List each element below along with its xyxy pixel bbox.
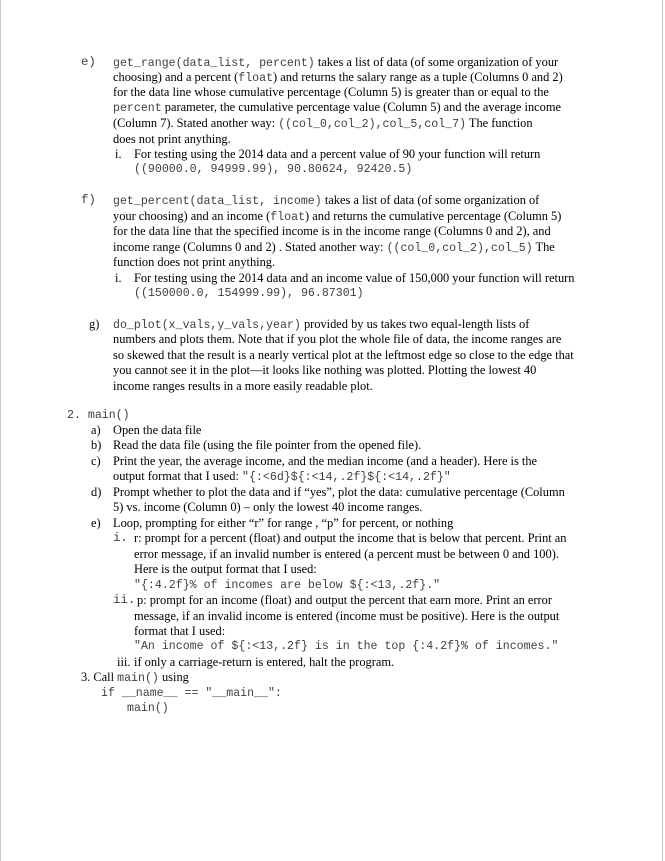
item-f-line-1: get_percent(data_list, income) takes a list of data (of some organization of (113, 193, 540, 208)
item-f-line-3: for the data line that the specified income is in the income range (Columns 0 and 2), and (113, 224, 551, 238)
get-range-signature: get_range(data_list, percent) (113, 57, 315, 70)
item-e-sub-label: i. (115, 147, 122, 161)
item-e-line-4: percent parameter, the cumulative percentage value (Column 5) and the average income (113, 100, 561, 115)
item-e-line-3: for the data line whose cumulative percentage (Column 5) is greater than or equal to the (113, 85, 549, 99)
item-g-line-2: numbers and plots them. Note that if you plot the whole file of data, the income ranges are (113, 332, 562, 346)
item-f-line-5: function does not print anything. (113, 255, 276, 269)
item-g-line-3: so skewed that the result is a nearly vertical plot at the leftmost edge so close to the edge that (113, 348, 574, 362)
step-d-line-2: 5) vs. income (Column 0) – only the lowest 40 income ranges. (113, 500, 423, 514)
item-e-line-1: get_range(data_list, percent) takes a list of data (of some organization of your (113, 55, 559, 70)
item-e-line-5: (Column 7). Stated another way: ((col_0,col_2),col_5,col_7) The function (113, 116, 533, 131)
substep-iii-label: iii. (117, 655, 131, 669)
step-e-label: e) (91, 516, 101, 530)
step-e-line-1: Loop, prompting for either “r” for range , “p” for percent, or nothing (113, 516, 454, 530)
do-plot-signature: do_plot(x_vals,y_vals,year) (113, 319, 301, 332)
substep-ii-line-1: p: prompt for an income (float) and output the percent that earn more. Print an error (137, 593, 552, 607)
section-3-heading: 3. Call main() using (81, 670, 189, 685)
step-c-label: c) (91, 454, 101, 468)
item-f-line-2: your choosing) and an income (float) and returns the cumulative percentage (Column 5) (113, 209, 562, 224)
item-f-line-4: income range (Columns 0 and 2) . Stated another way: ((col_0,col_2),col_5) The (113, 240, 555, 255)
item-e-expected-output: ((90000.0, 94999.99), 90.80624, 92420.5) (134, 163, 413, 176)
step-b-text: Read the data file (using the file pointer from the opened file). (113, 438, 422, 452)
substep-i-label: i. (113, 531, 128, 545)
item-e-sub-line-1: For testing using the 2014 data and a percent value of 90 your function will return (134, 147, 541, 161)
percent-format-string: "An income of ${:<13,.2f} is in the top {:4.2f}% of incomes." (134, 640, 559, 653)
item-f-sub-line-1: For testing using the 2014 data and an income value of 150,000 your function will return (134, 271, 575, 285)
step-c-line-2: output format that I used: "{:<6d}${:<14,.2f}${:<14,.2f}" (113, 469, 451, 484)
section-2-heading: 2. main() (67, 409, 130, 422)
main-call-line: main() (127, 702, 169, 715)
item-g-line-4: you cannot see it in the plot—it looks like nothing was plotted. Plotting the lowest 40 (113, 363, 537, 377)
if-name-main-line: if __name__ == "__main__": (101, 687, 282, 700)
step-d-line-1: Prompt whether to plot the data and if “yes”, plot the data: cumulative percentage (Column (113, 485, 565, 499)
item-e-line-6: does not print anything. (113, 132, 231, 146)
step-c-line-1: Print the year, the average income, and the median income (and a header). Here is the (113, 454, 538, 468)
step-b-label: b) (91, 438, 102, 452)
substep-i-line-3: Here is the output format that I used: (134, 562, 317, 576)
get-percent-signature: get_percent(data_list, income) (113, 195, 322, 208)
item-e-line-2: choosing) and a percent (float) and returns the salary range as a tuple (Columns 0 and 2) (113, 70, 563, 85)
step-a-label: a) (91, 423, 101, 437)
substep-i-line-2: error message, if an invalid number is entered (a percent must be between 0 and 100). (134, 547, 559, 561)
range-format-string: "{:4.2f}% of incomes are below ${:<13,.2f}." (134, 579, 441, 592)
substep-i-line-1: r: prompt for a percent (float) and output the income that is below that percent. Print an (134, 531, 567, 545)
item-f-expected-output: ((150000.0, 154999.99), 96.87301) (134, 287, 364, 300)
header-format-string: "{:<6d}${:<14,.2f}${:<14,.2f}" (242, 471, 451, 484)
item-g-label: g) (89, 317, 100, 331)
substep-iii-text: if only a carriage-return is entered, halt the program. (134, 655, 395, 669)
item-g-line-5: income ranges results in a more easily readable plot. (113, 379, 373, 393)
item-e-label: e) (81, 55, 96, 69)
substep-ii-line-3: format that I used: (134, 624, 226, 638)
item-f-label: f) (81, 193, 96, 207)
item-g-line-1: do_plot(x_vals,y_vals,year) provided by us takes two equal-length lists of (113, 317, 530, 332)
step-a-text: Open the data file (113, 423, 202, 437)
substep-ii-label: ii. (113, 593, 136, 607)
step-d-label: d) (91, 485, 102, 499)
substep-ii-line-2: message, if an invalid income is entered (income must be positive). Here is the output (134, 609, 560, 623)
item-f-sub-label: i. (115, 271, 122, 285)
